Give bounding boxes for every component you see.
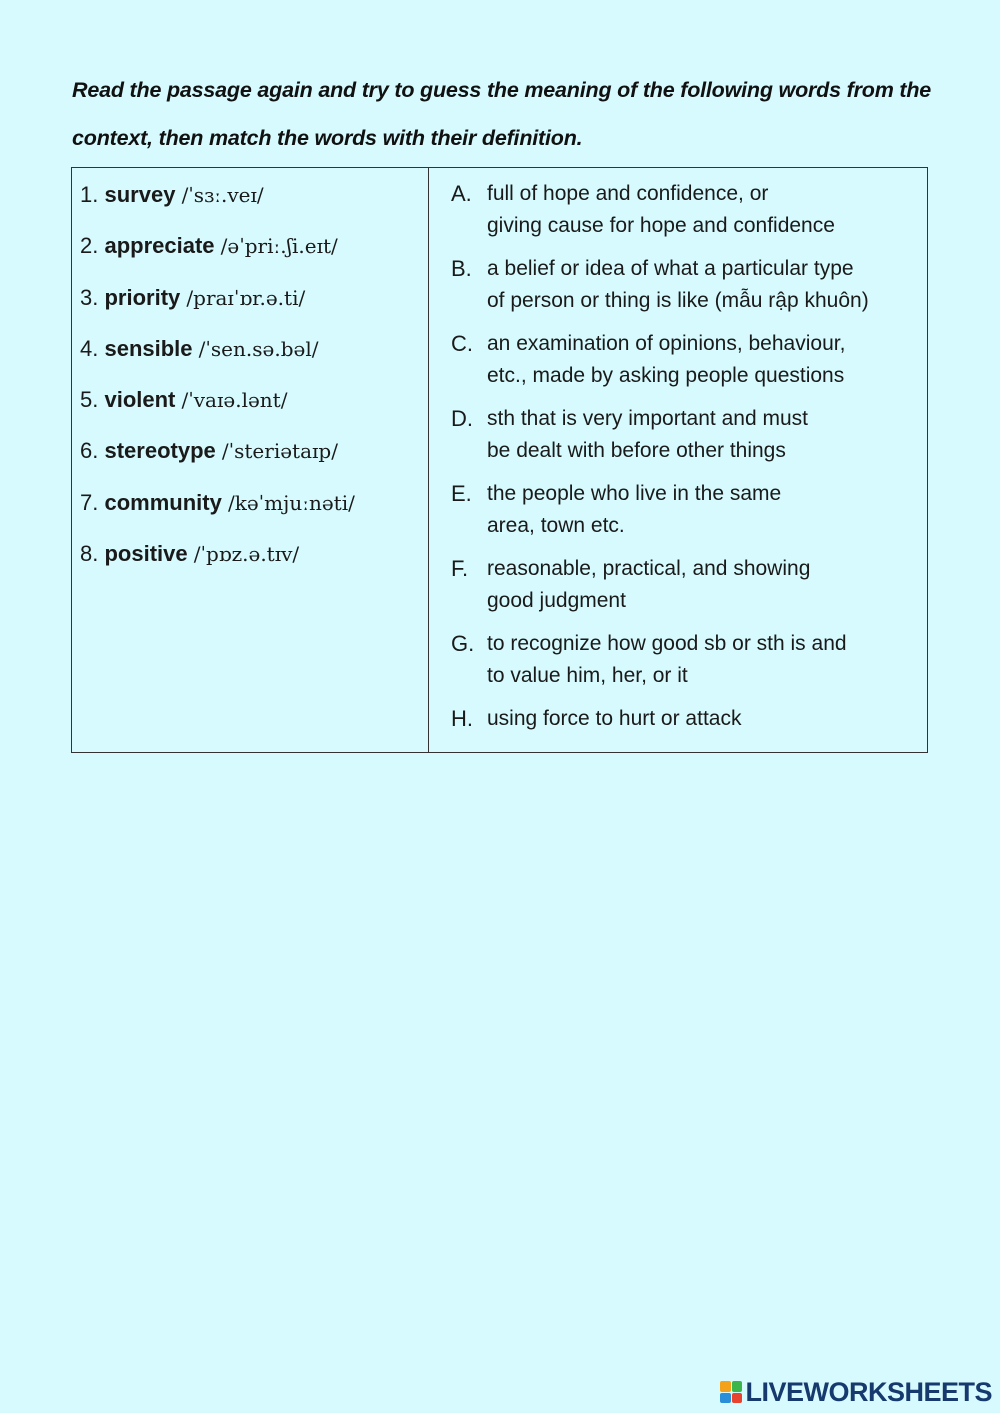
word-pronunciation: /ˈsteriətaɪp/: [221, 439, 338, 464]
definition-item: [451, 403, 927, 467]
logo-square: [732, 1393, 743, 1404]
word-term: appreciate: [104, 233, 215, 259]
logo-square: [720, 1381, 731, 1392]
instructions-text: Read the passage again and try to guess the meaning of the following words from the context, then match the words with their definition.: [72, 78, 932, 150]
word-pronunciation: /praɪˈɒr.ə.ti/: [186, 285, 306, 310]
definition-item: [451, 553, 927, 617]
word-term: priority: [104, 284, 181, 310]
word-number: 3.: [80, 284, 99, 310]
definition-letter: C.: [451, 331, 473, 356]
definition-text: a belief or idea of what a particular type of person or thing is like (mẫu rập khuôn): [487, 257, 869, 312]
word-number: 5.: [80, 387, 99, 413]
definition-item: [451, 703, 927, 735]
word-pronunciation: /əˈpriː.ʃi.eɪt/: [220, 234, 338, 259]
definition-item: [451, 253, 927, 317]
word-term: survey: [104, 182, 176, 207]
word-number: 1.: [80, 182, 99, 207]
matching-table: [71, 167, 928, 753]
word-pronunciation: /ˈpɒz.ə.tɪv/: [193, 542, 300, 567]
word-item: [80, 178, 428, 229]
definition-text: to recognize how good sb or sth is and to value him, her, or it: [487, 632, 847, 687]
word-item: [80, 332, 428, 383]
liveworksheets-logo-icon: [720, 1381, 742, 1403]
word-term: positive: [104, 541, 188, 567]
word-number: 2.: [80, 233, 99, 259]
definition-letter: A.: [451, 181, 472, 206]
logo-square: [720, 1393, 731, 1404]
definition-letter: F.: [451, 556, 469, 581]
definition-item: [451, 478, 927, 542]
word-pronunciation: /ˈvaɪə.lənt/: [181, 388, 288, 413]
logo-text: LIVEWORKSHEETS: [745, 1376, 992, 1407]
definition-letter: B.: [451, 256, 472, 281]
word-item: [80, 434, 428, 485]
word-item: [80, 537, 428, 588]
word-term: sensible: [104, 335, 193, 361]
word-pronunciation: /kəˈmjuːnəti/: [227, 490, 355, 515]
word-pronunciation: /ˈsɜː.veɪ/: [181, 183, 264, 207]
liveworksheets-logo[interactable]: [720, 1375, 992, 1409]
definition-text: the people who live in the same area, town etc.: [487, 482, 782, 537]
definition-text: reasonable, practical, and showing good judgment: [487, 557, 811, 612]
definition-letter: G.: [451, 631, 475, 656]
word-number: 4.: [80, 335, 99, 361]
definition-item: [451, 628, 927, 692]
word-item: [80, 383, 428, 434]
definition-text: an examination of opinions, behaviour, etc., made by asking people questions: [487, 332, 846, 387]
word-number: 6.: [80, 438, 99, 464]
word-number: 7.: [80, 489, 99, 515]
definition-text: using force to hurt or attack: [487, 707, 742, 730]
definition-item: [451, 328, 927, 392]
definition-letter: E.: [451, 481, 472, 506]
word-term: stereotype: [104, 438, 216, 464]
word-item: [80, 281, 428, 332]
word-item: [80, 229, 428, 280]
definition-letter: H.: [451, 706, 473, 731]
definition-item: [451, 178, 927, 242]
logo-square: [732, 1381, 743, 1392]
words-column: [72, 168, 429, 752]
definition-text: sth that is very important and must be dealt with before other things: [487, 407, 808, 462]
word-item: [80, 486, 428, 537]
word-term: community: [104, 489, 222, 515]
word-number: 8.: [80, 541, 99, 567]
definition-text: full of hope and confidence, or giving cause for hope and confidence: [487, 182, 835, 237]
definition-letter: D.: [451, 406, 473, 431]
word-term: violent: [104, 387, 176, 413]
word-pronunciation: /ˈsen.sə.bəl/: [198, 336, 319, 361]
definitions-column: [429, 168, 927, 752]
